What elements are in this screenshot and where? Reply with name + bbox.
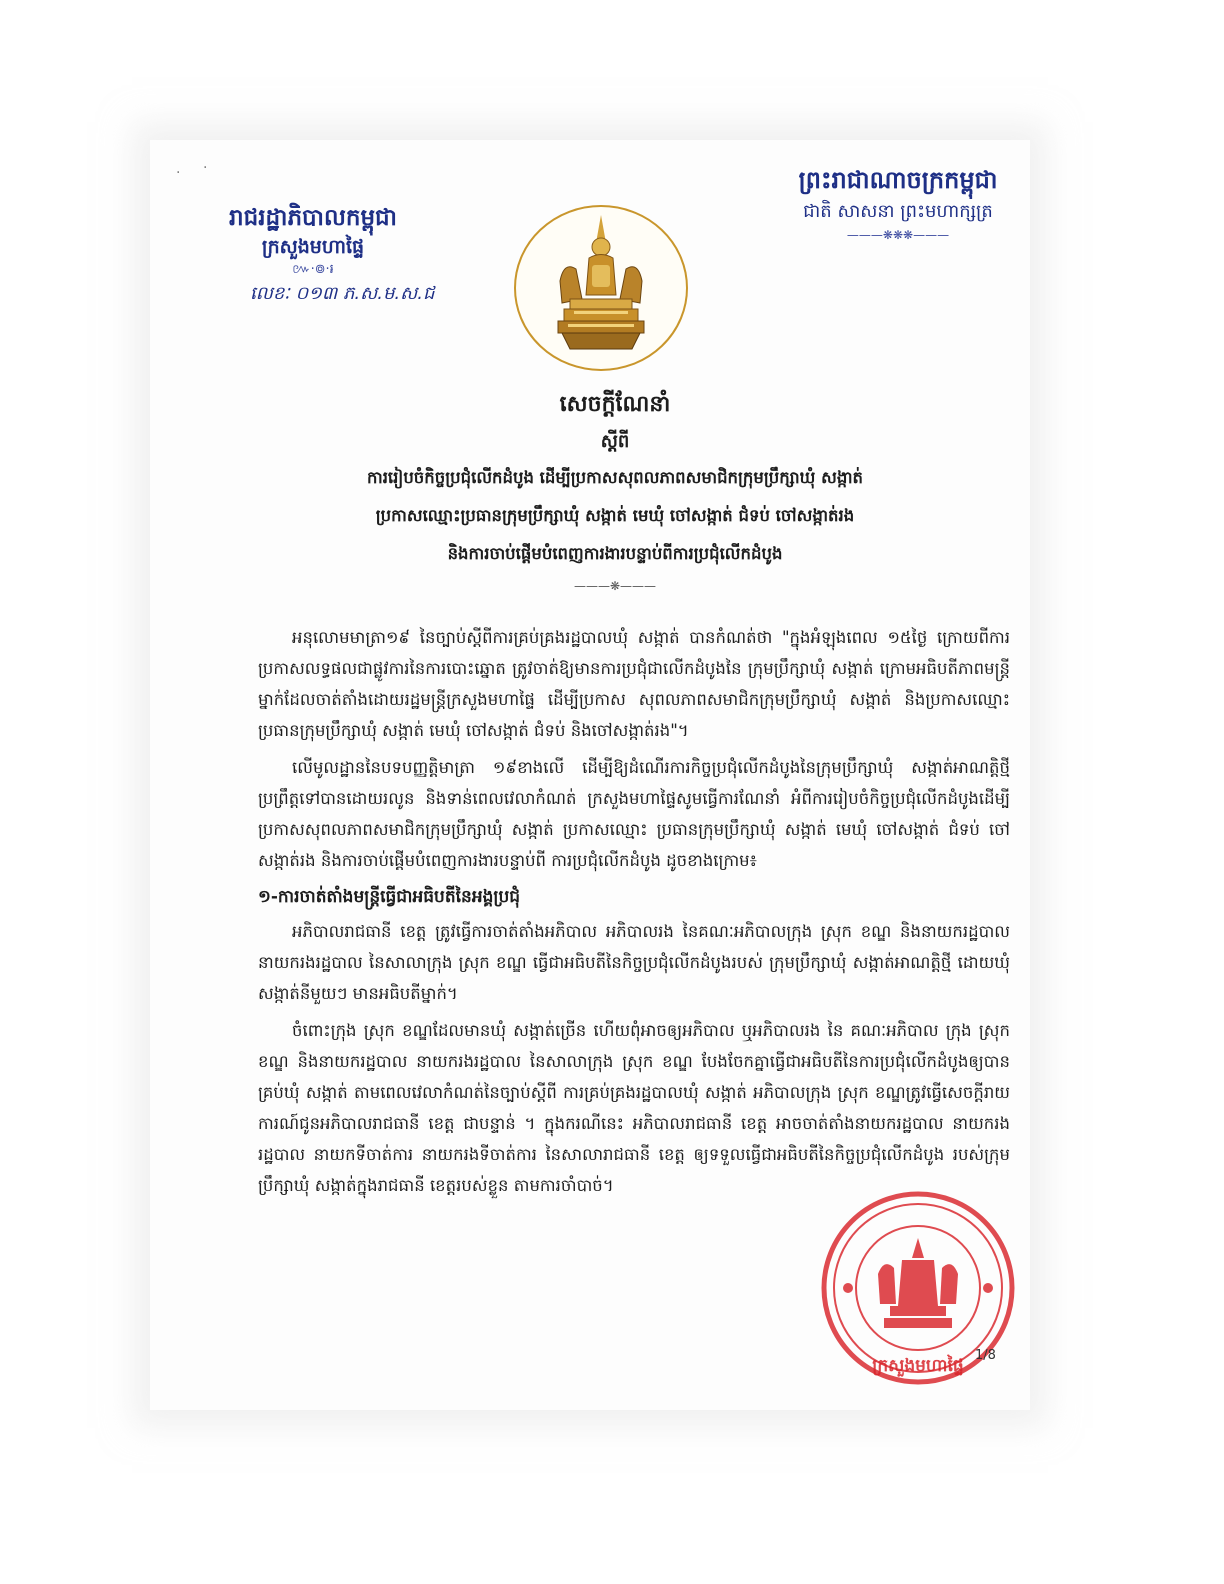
title-line: និងការចាប់ផ្តើមបំពេញការងារបន្ទាប់ពីការប្រជុំលើកដំបូង — [447, 544, 783, 563]
kingdom-name: ព្រះរាជាណាចក្រកម្ពុជា — [798, 166, 998, 194]
scan-mark: · — [176, 165, 181, 181]
reference-number: លេខៈ ០១៣ ភ.ស.ម.ស.ជ — [250, 283, 435, 304]
kingdom-ornament: ———❋❋❋——— — [846, 228, 950, 242]
ministry-emblem — [512, 203, 690, 373]
government-name: រាជរដ្ឋាភិបាលកម្ពុជា — [229, 205, 397, 231]
paragraph: អភិបាលរាជធានី ខេត្ត ត្រូវធ្វើការចាត់តាំងអភិបាល អភិបាលរង នៃគណៈអភិបាលក្រុង ស្រុក ខណ្ឌ និងនាយករដ្ឋបាល នាយករងរដ្ឋបាល នៃសាលាក្រុង ស្រុក ខណ្ឌ ធ្វើជាអធិបតីនៃកិច្ចប្រជុំលើកដំបូងរបស់ ក្រុមប្រឹក្សាឃុំ សង្កាត់អាណត្តិថ្មី ដោយឃុំ សង្កាត់នីមួយៗ មានអធិបតីម្នាក់។ — [258, 922, 1010, 1003]
title-line: ការរៀបចំកិច្ចប្រជុំលើកដំបូង ដើម្បីប្រកាសសុពលភាពសមាជិកក្រុមប្រឹក្សាឃុំ សង្កាត់ — [366, 468, 863, 487]
seal-text: ក្រសួងមហាផ្ទៃ — [872, 1356, 964, 1376]
document-title — [220, 385, 1010, 599]
scan-mark: · — [203, 160, 208, 176]
title-subheading: ស្តីពី — [600, 431, 630, 452]
title-heading: សេចក្តីណែនាំ — [559, 392, 671, 417]
title-line: ប្រកាសឈ្មោះប្រធានក្រុមប្រឹក្សាឃុំ សង្កាត់ មេឃុំ ចៅសង្កាត់ ជំទប់ ចៅសង្កាត់រង — [375, 506, 855, 525]
title-ornament: ———❋——— — [573, 579, 657, 593]
page-number: 1/8 — [975, 1348, 996, 1363]
paragraph: អនុលោមមាត្រា១៩ នៃច្បាប់ស្តីពីការគ្រប់គ្រងរដ្ឋបាលឃុំ សង្កាត់ បានកំណត់ថា "ក្នុងអំឡុងពេល ១៥ថ្ងៃ ក្រោយពីការប្រកាសលទ្ធផលជាផ្លូវការនៃការបោះឆ្នោត ត្រូវចាត់ឱ្យមានការប្រជុំជាលើកដំបូងនៃ ក្រុមប្រឹក្សាឃុំ សង្កាត់ ក្រោមអធិបតីភាពមន្ត្រីម្នាក់ដែលចាត់តាំងដោយរដ្ឋមន្ត្រីក្រសួងមហាផ្ទៃ ដើម្បីប្រកាស សុពលភាពសមាជិកក្រុមប្រឹក្សាឃុំ សង្កាត់ និងប្រកាសឈ្មោះប្រធានក្រុមប្រឹក្សាឃុំ សង្កាត់ មេឃុំ ចៅសង្កាត់ ជំទប់ និងចៅសង្កាត់រង"។ — [258, 628, 1010, 740]
kingdom-header — [748, 163, 1048, 243]
paragraph: ចំពោះក្រុង ស្រុក ខណ្ឌដែលមានឃុំ សង្កាត់ច្រើន ហើយពុំអាចឲ្យអភិបាល ឬអភិបាលរង នៃ គណៈអភិបាល ក្រុង ស្រុក ខណ្ឌ និងនាយករដ្ឋបាល នាយករងរដ្ឋបាល នៃសាលាក្រុង ស្រុក ខណ្ឌ បែងចែកគ្នាធ្វើជាអធិបតីនៃការប្រជុំលើកដំបូងឲ្យបានគ្រប់ឃុំ សង្កាត់ តាមពេលវេលាកំណត់នៃច្បាប់ស្តីពី ការគ្រប់គ្រងរដ្ឋបាលឃុំ សង្កាត់ អភិបាលក្រុង ស្រុក ខណ្ឌត្រូវធ្វើសេចក្តីរាយការណ៍ជូនអភិបាលរាជធានី ខេត្ត ជាបន្ទាន់ ។ ក្នុងករណីនេះ អភិបាលរាជធានី ខេត្ត អាចចាត់តាំងនាយករដ្ឋបាល នាយករងរដ្ឋបាល នាយកទីចាត់ការ នាយករងទីចាត់ការ នៃសាលារាជធានី ខេត្ត ឲ្យទទួលធ្វើជាអធិបតីនៃកិច្ចប្រជុំលើកដំបូង របស់ក្រុមប្រឹក្សាឃុំ សង្កាត់ក្នុងរាជធានី ខេត្តរបស់ខ្លួន តាមការចាំបាច់។ — [258, 1021, 1010, 1195]
ministry-header — [222, 203, 435, 309]
ministry-ornament: ៚·៙·៛ — [292, 262, 334, 277]
paragraph: លើមូលដ្ឋាននៃបទបញ្ញត្តិមាត្រា ១៩ខាងលើ ដើម្បីឱ្យដំណើរការកិច្ចប្រជុំលើកដំបូងនៃក្រុមប្រឹក្សាឃុំ សង្កាត់អាណត្តិថ្មី ប្រព្រឹត្តទៅបានដោយរលូន និងទាន់ពេលវេលាកំណត់ ក្រសួងមហាផ្ទៃសូមធ្វើការណែនាំ អំពីការរៀបចំកិច្ចប្រជុំលើកដំបូងដើម្បីប្រកាសសុពលភាពសមាជិកក្រុមប្រឹក្សាឃុំ សង្កាត់ ប្រកាសឈ្មោះ ប្រធានក្រុមប្រឹក្សាឃុំ សង្កាត់ មេឃុំ ចៅសង្កាត់ ជំទប់ ចៅសង្កាត់រង និងការចាប់ផ្តើមបំពេញការងារបន្ទាប់ពី ការប្រជុំលើកដំបូង ដូចខាងក្រោម៖ — [258, 758, 1010, 870]
national-motto: ជាតិ សាសនា ព្រះមហាក្សត្រ — [803, 201, 993, 222]
document-body — [258, 622, 1010, 1207]
section-heading: ១-ការចាត់តាំងមន្ត្រីធ្វើជាអធិបតីនៃអង្គប្រជុំ — [258, 887, 521, 907]
ministry-name: ក្រសួងមហាផ្ទៃ — [261, 236, 365, 258]
